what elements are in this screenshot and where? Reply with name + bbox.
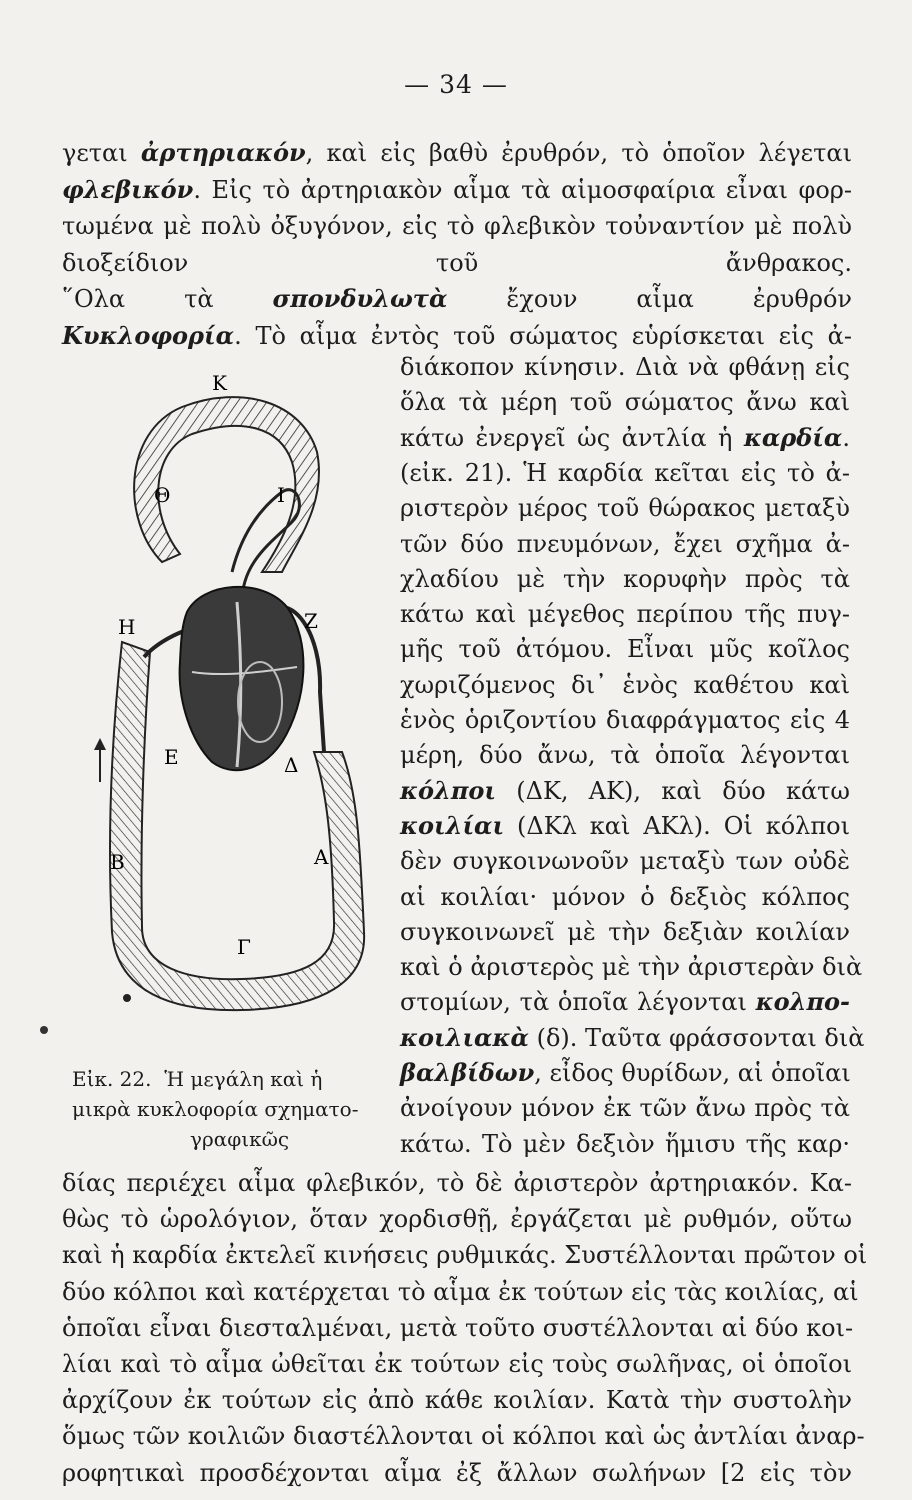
text-line: συγκοινωνεῖ μὲ τὴν δεξιὰν κοιλίαν (400, 917, 850, 946)
label-gamma: Γ (237, 935, 251, 959)
emphasis: ἀρτηριακόν (140, 138, 306, 167)
text-line: γεται ἀρτηριακόν, καὶ εἰς βαθὺ ἐρυθρόν, τὸ ὁποῖον λέγεται (62, 138, 852, 167)
text-line: καὶ ὁ ἀριστερὸς μὲ τὴν ἀριστερὰν διὰ (400, 953, 863, 982)
emphasis: Κυκλοφορία (62, 320, 235, 350)
text-line: μῆς τοῦ ἀτόμου. Εἶναι μῦς κοῖλος (400, 635, 850, 664)
text-line: βαλβίδων, εἶδος θυρίδων, αἱ ὁποῖαι (400, 1058, 851, 1087)
text-line: κοιλίαι (ΔΚλ καὶ ΑΚλ). Οἱ κόλποι (400, 810, 850, 840)
emphasis: φλεβικόν (62, 174, 194, 204)
text-line: χλαδίου μὲ τὴν κορυφὴν πρὸς τὰ (400, 564, 850, 593)
text-line: ἀρχίζουν ἐκ τούτων εἰς ἀπὸ κάθε κοιλίαν. Κατὰ τὴν συστολὴν (62, 1386, 852, 1415)
label-b: Β (110, 850, 125, 874)
emphasis: κόλποι (400, 775, 497, 805)
text-line: ὁποῖαι εἶναι διεσταλμέναι, μετὰ τοῦτο συστέλλονται αἱ δύο κοι- (62, 1313, 854, 1342)
text-line: δίας περιέχει αἷμα φλεβικόν, τὸ δὲ ἀριστερὸν ἀρτηριακόν. Κα- (62, 1169, 852, 1197)
text-line: αἱ κοιλίαι· μόνον ὁ δεξιὸς κόλπος (400, 882, 850, 911)
emphasis: κολπο- (755, 987, 850, 1017)
text-line: ἀνοίγουν μόνον ἐκ τῶν ἄνω πρὸς τὰ (400, 1094, 850, 1123)
text-line: ροφητικαὶ προσδέχονται αἷμα ἐξ ἄλλων σωλήνων [2 εἰς τὸν (62, 1458, 852, 1487)
text-line: (εἰκ. 21). Ἡ καρδία κεῖται εἰς τὸ ἀ- (400, 458, 850, 487)
text-line: τωμένα μὲ πολὺ ὀξυγόνον, εἰς τὸ φλεβικὸν τοὐναντίον μὲ πολὺ (62, 212, 852, 240)
label-z: Ζ (304, 609, 318, 633)
circulation-figure (92, 372, 392, 1032)
text-line: κάτω ἐνεργεῖ ὡς ἀντλία ἡ καρδία. (400, 422, 850, 452)
emphasis: καρδία (743, 422, 843, 452)
text-line: ὅμως τῶν κοιλιῶν διαστέλλονται οἱ κόλποι καὶ ὡς ἀντλίαι ἀναρ- (62, 1422, 865, 1451)
figure-caption-line-2: μικρὰ κυκλοφορία σχηματο- (72, 1097, 359, 1121)
label-theta: Θ (154, 483, 171, 507)
text-line: δὲν συγκοινωνοῦν μεταξὺ των οὐδὲ (400, 847, 850, 876)
text-line: Κυκλοφορία. Τὸ αἷμα ἐντὸς τοῦ σώματος εὑρίσκεται εἰς ἀ- (62, 320, 852, 350)
text-line: ριστερὸν μέρος τοῦ θώρακος μεταξὺ (400, 494, 850, 523)
figure-caption-line-1: Εἰκ. 22. Ἡ μεγάλη καὶ ἡ (72, 1067, 323, 1091)
label-a: Α (314, 845, 329, 869)
figure-caption-line-3: γραφικῶς (190, 1127, 290, 1151)
text-line: φλεβικόν. Εἰς τὸ ἀρτηριακὸν αἷμα τὰ αἱμοσφαίρια εἶναι φορ- (62, 174, 852, 204)
text-line: διοξείδιον τοῦ ἄνθρακος. (62, 248, 852, 277)
emphasis: σπονδυλωτὰ (272, 284, 448, 313)
label-i: Ι (277, 483, 285, 507)
text-line: κάτω. Τὸ μὲν δεξιὸν ἥμισυ τῆς καρ· (400, 1129, 850, 1158)
text-line: ἑνὸς ὁριζοντίου διαφράγματος εἰς 4 (400, 706, 850, 734)
label-k: Κ (212, 372, 227, 395)
text-line: χωριζόμενος δι᾽ ἑνὸς καθέτου καὶ (400, 670, 850, 699)
emphasis: κοιλιακὰ (400, 1022, 529, 1052)
text-line: κάτω καὶ μέγεθος περίπου τῆς πυγ- (400, 600, 850, 629)
text-line: τῶν δύο πνευμόνων, ἔχει σχῆμα ἀ- (400, 529, 850, 558)
page-number: — 34 — (404, 70, 508, 99)
text-line: ὅλα τὰ μέρη τοῦ σώματος ἄνω καὶ (400, 388, 850, 417)
text-line: δύο κόλποι καὶ κατέρχεται τὸ αἷμα ἐκ τούτων εἰς τὰς κοιλίας, αἱ (62, 1277, 859, 1306)
text-line: διάκοπον κίνησιν. Διὰ νὰ φθάνῃ εἰς (400, 353, 850, 381)
text-line: στομίων, τὰ ὁποῖα λέγονται κολπο- (400, 987, 850, 1017)
text-line: μέρη, δύο ἄνω, τὰ ὁποῖα λέγονται (400, 741, 850, 770)
label-delta: Δ (284, 753, 299, 777)
label-h: Η (118, 615, 136, 639)
text-line: κόλποι (ΔΚ, ΑΚ), καὶ δύο κάτω (400, 775, 850, 805)
ink-speck (40, 1026, 48, 1034)
text-line: λίαι καὶ τὸ αἷμα ὠθεῖται ἐκ τούτων εἰς τοὺς σωλῆνας, οἱ ὁποῖοι (62, 1350, 852, 1378)
text-line: κοιλιακὰ (δ). Ταῦτα φράσσονται διὰ (400, 1022, 865, 1052)
emphasis: βαλβίδων (400, 1058, 535, 1087)
text-line: θὼς τὸ ὡρολόγιον, ὅταν χορδισθῇ, ἐργάζεται μὲ ρυθμόν, οὕτω (62, 1205, 852, 1234)
text-line: καὶ ἡ καρδία ἐκτελεῖ κινήσεις ρυθμικάς. Συστέλλονται πρῶτον οἱ (62, 1241, 868, 1270)
label-e: Ε (164, 745, 179, 769)
emphasis: κοιλίαι (400, 810, 505, 840)
text-line: ῞Ολα τὰ σπονδυλωτὰ ἔχουν αἷμα ἐρυθρόν (62, 284, 852, 313)
